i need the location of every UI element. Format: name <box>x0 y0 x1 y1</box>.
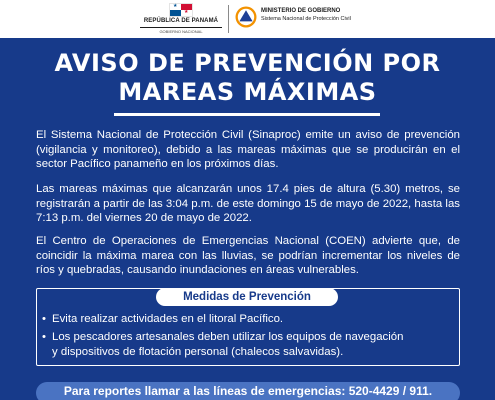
prevention-item-text-continued: y dispositivos de flotación personal (chalecos salvavidas). <box>52 345 344 358</box>
title-line-2: MAREAS MÁXIMAS <box>118 78 377 106</box>
emergency-footer: Para reportes llamar a las líneas de emergencias: 520-4429 / 911. <box>36 382 460 400</box>
header-bar <box>0 0 495 38</box>
government-logo <box>140 3 222 35</box>
paragraph-notice: El Sistema Nacional de Protección Civil (Sinaproc) emite un aviso de prevención (vigilancia y monitoreo), debido a las mareas máximas que se producirán en el sector Pacífico panameño en los próximos días. <box>36 129 460 171</box>
prevention-item-text: Evita realizar actividades en el litoral Pacífico. <box>52 313 284 325</box>
prevention-item <box>42 330 454 359</box>
prevention-item-text: Los pescadores artesanales deben utilizar los equipos de navegación <box>52 331 404 343</box>
bullet-icon: • <box>42 313 46 325</box>
bullet-icon: • <box>42 331 46 343</box>
title-underline <box>114 113 380 116</box>
prevention-item <box>42 312 454 327</box>
page-title <box>0 49 495 107</box>
paragraph-tides: Las mareas máximas que alcanzarán unos 17.4 pies de altura (5.30) metros, se registrarán a partir de las 3:04 p.m. de este domingo 15 de mayo de 2022, hasta las 7:13 p.m. del viernes 20 de mayo de 2022. <box>36 183 460 225</box>
header-divider <box>228 5 229 33</box>
civil-protection-logo-icon <box>235 6 257 28</box>
ministry-subtitle: Sistema Nacional de Protección Civil <box>261 16 351 22</box>
ministry-name: MINISTERIO DE GOBIERNO <box>261 8 341 14</box>
government-name: REPÚBLICA DE PANAMÁ <box>143 18 219 24</box>
paragraph-coen: El Centro de Operaciones de Emergencias Nacional (COEN) advierte que, de coincidir la máxima marea con las lluvias, se podrían incrementar los niveles de ríos y quebradas, causando inundaciones en áreas vulnerables. <box>36 235 460 277</box>
government-subtitle: GOBIERNO NACIONAL <box>140 27 222 34</box>
panama-flag-icon: ★ ★ <box>169 3 193 17</box>
header-logos <box>140 3 390 35</box>
prevention-title: Medidas de Prevención <box>156 288 338 306</box>
title-line-1: AVISO DE PREVENCIÓN POR <box>54 49 441 77</box>
